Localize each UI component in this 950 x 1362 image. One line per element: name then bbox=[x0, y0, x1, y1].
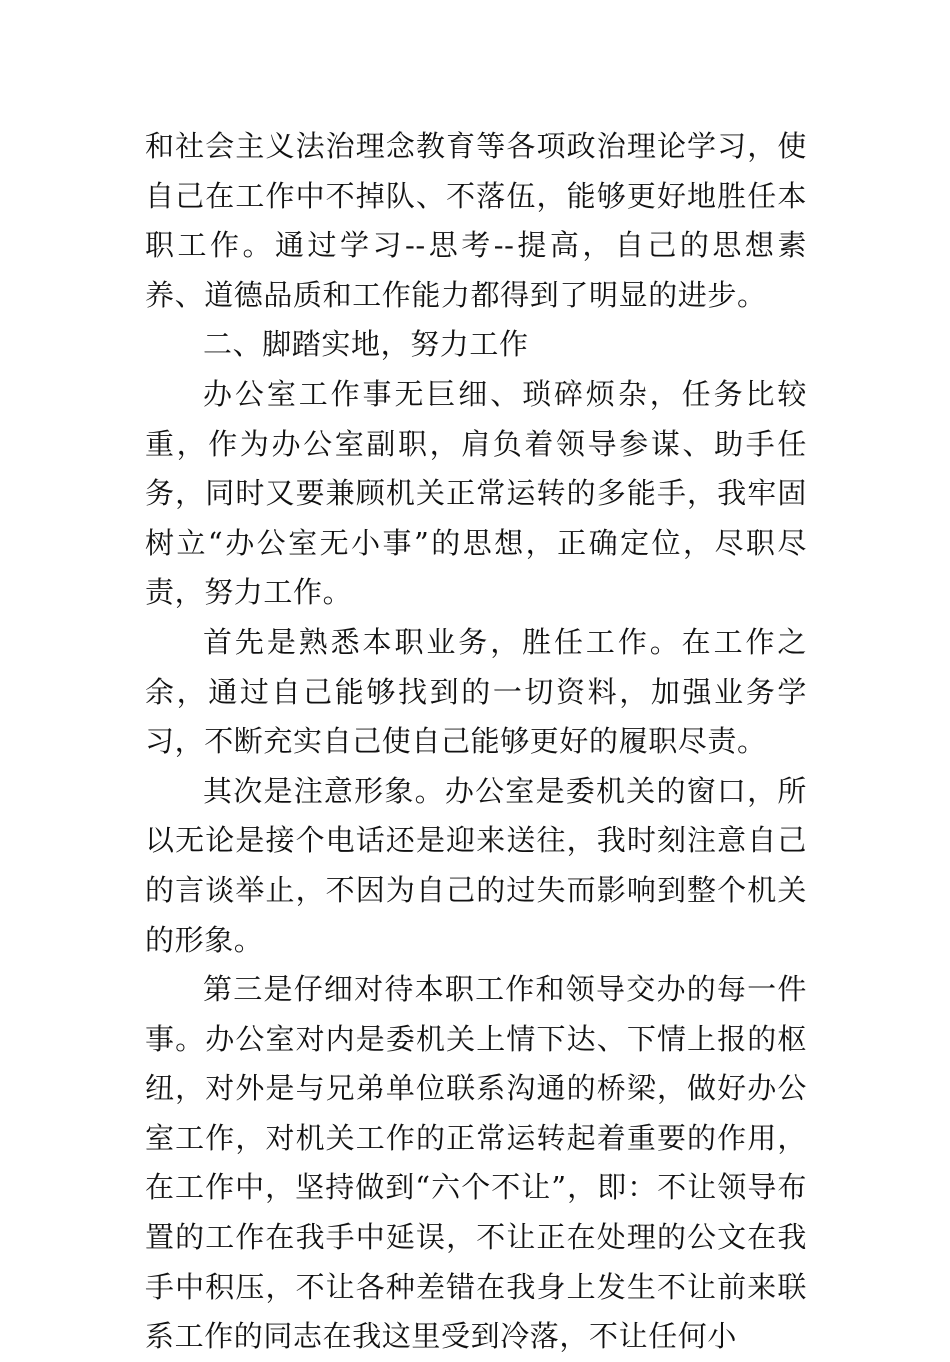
paragraph-2: 办公室工作事无巨细、琐碎烦杂，任务比较重，作为办公室副职，肩负着领导参谋、助手任务，同时又要兼顾机关正常运转的多能手，我牢固树立“办公室无小事”的思想，正确定位，尽职尽责，努力工作。 bbox=[145, 376, 807, 610]
paragraph-1: 和社会主义法治理念教育等各项政治理论学习，使自己在工作中不掉队、不落伍，能够更好地胜任本职工作。通过学习--思考--提高，自己的思想素养、道德品质和工作能力都得到了明显的进步。 bbox=[145, 129, 807, 312]
paragraph-4: 其次是注意形象。办公室是委机关的窗口，所以无论是接个电话还是迎来送往，我时刻注意自己的言谈举止，不因为自己的过失而影响到整个机关的形象。 bbox=[145, 773, 807, 957]
paragraph-3: 首先是熟悉本职业务，胜任工作。在工作之余，通过自己能够找到的一切资料，加强业务学习，不断充实自己使自己能够更好的履职尽责。 bbox=[145, 624, 807, 759]
paragraph-5: 第三是仔细对待本职工作和领导交办的每一件事。办公室对内是委机关上情下达、下情上报的枢纽，对外是与兄弟单位联系沟通的桥梁，做好办公室工作，对机关工作的正常运转起着重要的作用，在工作中，坚持做到“六个不让”，即：不让领导布置的工作在我手中延误，不让正在处理的公文在我手中积压，不让各种差错在我身上发生不让前来联系工作的同志在我这里受到冷落，不让任何小 bbox=[145, 972, 807, 1354]
document-body bbox=[145, 122, 807, 1362]
section-heading: 二、脚踏实地，努力工作 bbox=[203, 327, 529, 362]
